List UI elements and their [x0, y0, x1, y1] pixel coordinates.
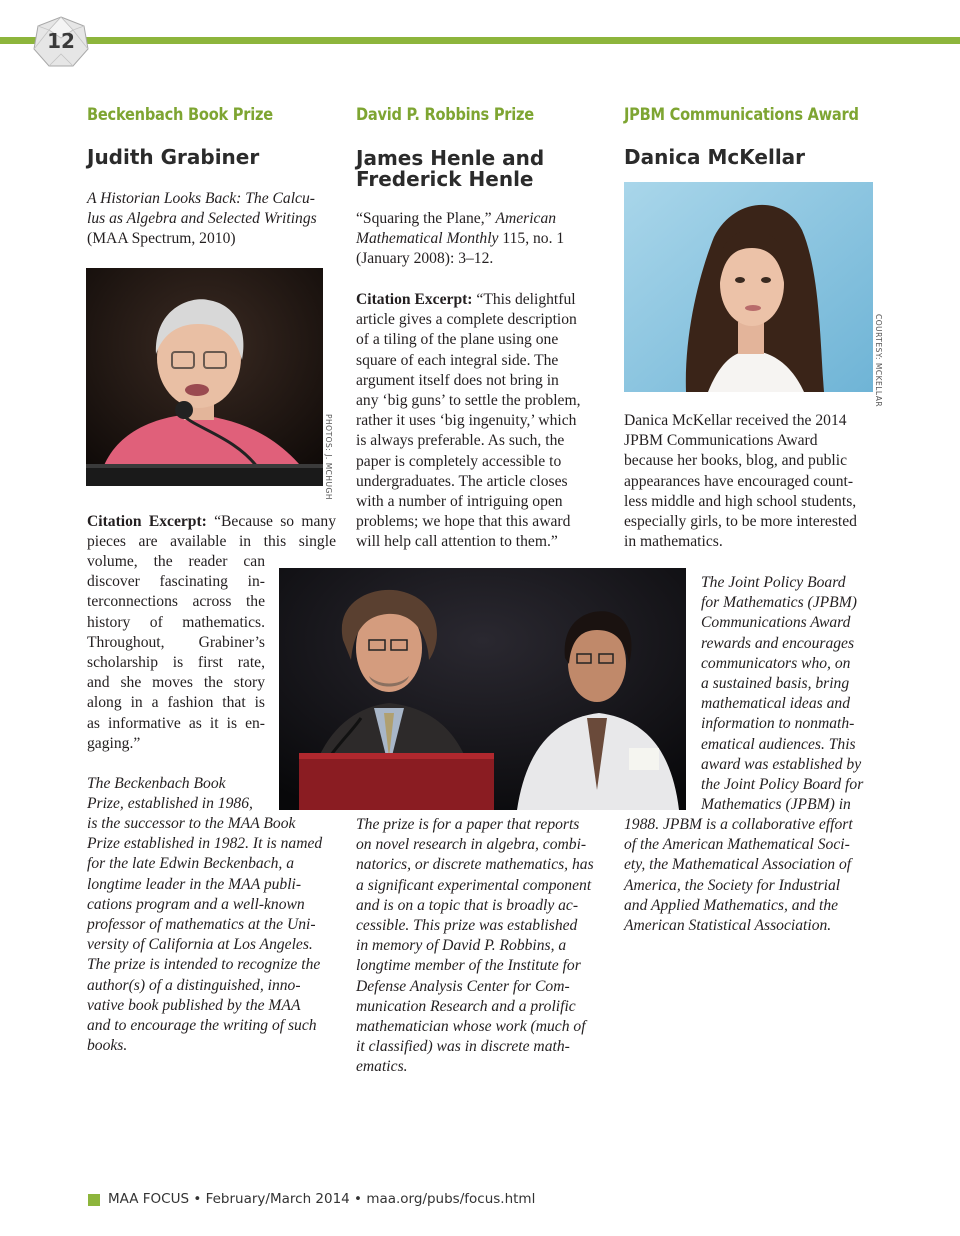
col3-about-line: the Joint Policy Board for	[701, 776, 864, 794]
col1-citation-line: Throughout, Grabiner’s	[87, 633, 265, 651]
col2-article-ref: 115, no. 1 (January 2008): 3–12.	[356, 230, 565, 268]
grabiner-photo	[86, 268, 323, 486]
col2-about-line: The prize is for a paper that reports	[356, 816, 580, 833]
col3-about-wide	[624, 815, 876, 936]
col2-about-line: natorics, or discrete mathematics, has	[356, 856, 594, 874]
col3-body-line: appearances have encouraged count-	[624, 472, 854, 490]
col3-body-line: in mathematics.	[624, 533, 723, 551]
col3-about-line: America, the Society for Industrial	[624, 876, 841, 894]
col3-about-line: communicators who, on	[701, 654, 851, 672]
col3-category: JPBM Communications Award	[624, 105, 859, 125]
col2-citation-line: undergraduates. The article closes	[356, 472, 568, 490]
mckellar-photo	[624, 182, 873, 392]
col3-photo-credit: COURTESY: MCKELLAR	[874, 314, 883, 408]
col3-body-line: JPBM Communications Award	[624, 432, 818, 450]
col3-about-line: Communications Award	[701, 614, 851, 632]
col1-about-line: The prize is intended to recognize the	[87, 956, 321, 974]
page-number: 12	[47, 29, 75, 53]
col1-about-line: versity of California at Los Angeles.	[87, 936, 313, 954]
col3-body-line: especially girls, to be more interested	[624, 513, 857, 531]
col1-about-line: cations program and a well-known	[87, 895, 305, 913]
col2-citation-label: Citation Excerpt:	[356, 291, 473, 308]
col3-winner: Danica McKellar	[624, 145, 806, 169]
col2-about-line: Defense Analysis Center for Com-	[356, 977, 570, 995]
col1-about-line: for the late Edwin Beckenbach, a	[87, 855, 294, 873]
col1-winner: Judith Grabiner	[87, 145, 260, 169]
col3-about-line: ematical audiences. This	[701, 735, 856, 753]
col3-about-line: 1988. JPBM is a collaborative effort	[624, 816, 853, 833]
col3-body-line: Danica McKellar received the 2014	[624, 412, 847, 429]
col1-category: Beckenbach Book Prize	[87, 105, 273, 125]
col1-work-title-2: lus as Algebra and Selected Writings	[87, 210, 317, 228]
col2-citation-line: is always preferable. As such, the	[356, 432, 565, 450]
col1-about-line: vative book published by the MAA	[87, 996, 301, 1014]
col2-winner	[356, 148, 544, 190]
col3-about-line: Mathematics (JPBM) in	[701, 796, 851, 814]
footer-square-icon	[88, 1194, 100, 1206]
col1-about-line: and to encourage the writing of such	[87, 1017, 317, 1035]
col1-citation-line: scholarship is first rate,	[87, 654, 265, 672]
footer-text: MAA FOCUS • February/March 2014 • maa.org/pubs/focus.html	[108, 1191, 536, 1207]
col2-citation-line: will help call attention to them.”	[356, 533, 558, 551]
col1-citation-line: gaging.”	[87, 734, 141, 752]
col1-about-narrow	[87, 774, 267, 814]
col3-about-line: a sustained basis, bring	[701, 675, 850, 693]
col3-about-line: American Statistical Association.	[624, 917, 832, 935]
col2-article-title: “Squaring the Plane,”	[356, 210, 492, 227]
col2-citation-line: any ‘big guns’ to settle the problem,	[356, 392, 581, 410]
col1-about-line: is the successor to the MAA Book	[87, 815, 296, 832]
col1-photo-credit: PHOTOS: J. MCHUGH	[324, 414, 333, 500]
col2-about	[356, 815, 611, 1078]
col2-article	[356, 209, 606, 270]
col1-citation-label: Citation Excerpt:	[87, 513, 207, 530]
col1-citation-line: “Because so many	[214, 513, 336, 530]
col1-citation-wide	[87, 512, 336, 552]
col2-winner-line: James Henle and	[356, 146, 545, 170]
col2-about-line: and is on a topic that is broadly ac-	[356, 896, 579, 914]
col1-about-line: longtime leader in the MAA publi-	[87, 875, 302, 893]
col3-about-line: of the American Mathematical Soci-	[624, 836, 850, 854]
col1-citation-narrow	[87, 552, 265, 754]
col2-about-line: ematics.	[356, 1058, 408, 1076]
col3-about-line: award was established by	[701, 755, 862, 773]
col1-work-source: (MAA Spectrum, 2010)	[87, 230, 236, 248]
col1-work-title-1: A Historian Looks Back: The Calcu-	[87, 190, 315, 207]
col2-journal: American Mathematical Monthly	[356, 210, 557, 248]
col2-citation-line: argument itself does not bring in	[356, 371, 559, 389]
col1-about-line: The Beckenbach Book	[87, 775, 226, 792]
col1-citation-line: history of mathematics.	[87, 613, 265, 631]
col3-body-line: less middle and high school students,	[624, 492, 857, 510]
page-number-badge	[33, 16, 89, 68]
col3-body-line: because her books, blog, and public	[624, 452, 848, 470]
henle-photo	[279, 568, 686, 810]
col3-about-line: The Joint Policy Board	[701, 574, 846, 591]
col2-about-line: on novel research in algebra, combi-	[356, 836, 587, 854]
col1-citation-line: along in a fashion that is	[87, 694, 265, 712]
col3-about-line: and Applied Mathematics, and the	[624, 896, 839, 914]
col2-about-line: longtime member of the Institute for	[356, 957, 581, 975]
col2-about-line: mathematician whose work (much of	[356, 1018, 586, 1036]
col1-about-wide	[87, 814, 342, 1056]
col2-citation-line: “This delightful	[476, 291, 576, 308]
col3-about-line: ety, the Mathematical Association of	[624, 856, 852, 874]
col2-citation-line: with a number of intriguing open	[356, 493, 563, 511]
col2-citation-line: article gives a complete description	[356, 311, 577, 329]
col2-citation-line: square of each integral side. The	[356, 351, 559, 369]
col2-citation-line: paper is completely accessible to	[356, 452, 562, 470]
col2-winner-line: Frederick Henle	[356, 167, 534, 191]
col1-work	[87, 189, 342, 250]
col3-about-line: mathematical ideas and	[701, 695, 850, 713]
col3-about-narrow	[701, 573, 876, 815]
col2-citation	[356, 290, 606, 553]
col1-citation-line: pieces are available in this single	[87, 533, 336, 551]
col1-citation-line: and she moves the story	[87, 674, 265, 692]
col2-citation-line: of a tiling of the plane using one	[356, 331, 559, 349]
col1-about-line: professor of mathematics at the Uni-	[87, 916, 316, 934]
col2-about-line: cessible. This prize was established	[356, 917, 578, 935]
col1-about-line: author(s) of a distinguished, inno-	[87, 976, 301, 994]
col3-about-line: rewards and encourages	[701, 634, 855, 652]
col2-about-line: it classified) was in discrete math-	[356, 1038, 570, 1056]
col3-about-line: information to nonmath-	[701, 715, 855, 733]
col2-citation-line: problems; we hope that this award	[356, 513, 571, 531]
col2-category: David P. Robbins Prize	[356, 105, 534, 125]
col1-citation-line: terconnections across the	[87, 593, 265, 611]
col1-citation-line: volume, the reader can	[87, 553, 265, 570]
col1-citation-line: discover fascinating in-	[87, 573, 265, 591]
header-rule	[0, 37, 960, 44]
col2-citation-line: rather it uses ‘big ingenuity,’ which	[356, 412, 577, 430]
col1-citation-line: as informative as it is en-	[87, 714, 265, 732]
col2-about-line: munication Research and a prolific	[356, 997, 576, 1015]
col2-about-line: in memory of David P. Robbins, a	[356, 937, 567, 955]
col3-about-line: for Mathematics (JPBM)	[701, 594, 857, 612]
col1-about-line: Prize established in 1982. It is named	[87, 835, 323, 853]
col1-about-line: Prize, established in 1986,	[87, 795, 253, 813]
col2-about-line: a significant experimental component	[356, 876, 592, 894]
col3-body	[624, 411, 874, 552]
col1-about-line: books.	[87, 1037, 128, 1055]
